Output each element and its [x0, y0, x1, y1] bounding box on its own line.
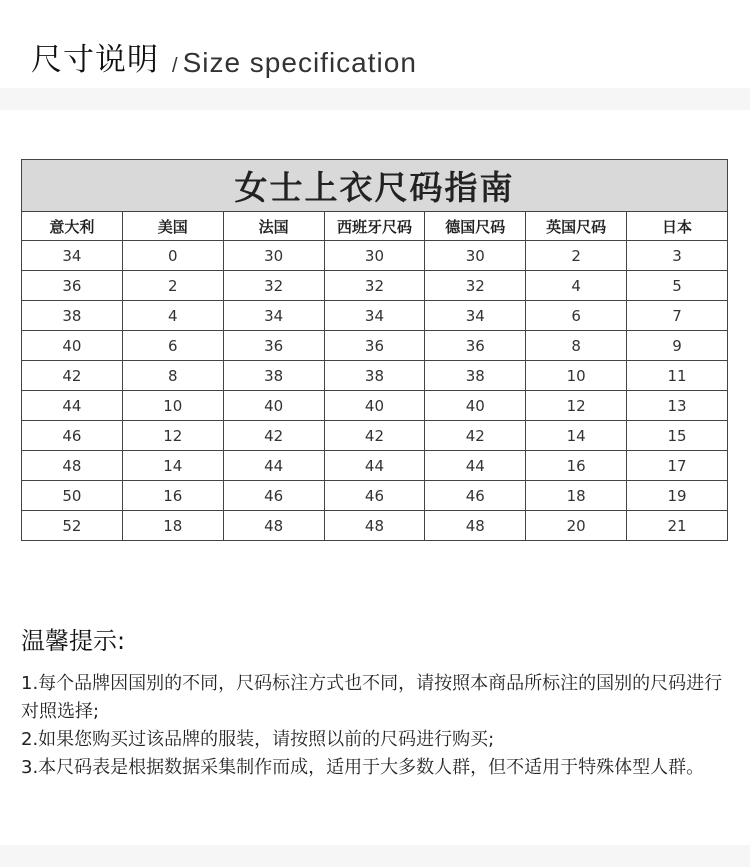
table-row [22, 481, 728, 511]
column-header: 意大利 [22, 212, 123, 241]
table-row [22, 331, 728, 361]
column-header: 英国尺码 [526, 212, 627, 241]
table-cell: 10 [526, 361, 627, 391]
table-cell: 16 [526, 451, 627, 481]
table-cell: 44 [223, 451, 324, 481]
table-cell: 38 [324, 361, 425, 391]
table-cell: 40 [223, 391, 324, 421]
table-cell: 40 [22, 331, 123, 361]
table-row [22, 361, 728, 391]
table-cell: 46 [425, 481, 526, 511]
table-cell: 48 [425, 511, 526, 541]
table-cell: 46 [223, 481, 324, 511]
table-cell: 15 [627, 421, 728, 451]
table-cell: 14 [526, 421, 627, 451]
table-cell: 18 [526, 481, 627, 511]
table-cell: 46 [22, 421, 123, 451]
size-chart-table [21, 159, 728, 541]
table-cell: 36 [22, 271, 123, 301]
table-cell: 8 [526, 331, 627, 361]
note-item: 3.本尺码表是根据数据采集制作而成，适用于大多数人群，但不适用于特殊体型人群。 [21, 757, 705, 778]
notes-title: 温馨提示: [21, 627, 126, 655]
table-cell: 2 [122, 271, 223, 301]
table-row [22, 391, 728, 421]
table-cell: 8 [122, 361, 223, 391]
table-cell: 48 [223, 511, 324, 541]
table-row [22, 301, 728, 331]
table-cell: 36 [223, 331, 324, 361]
table-cell: 4 [122, 301, 223, 331]
table-cell: 2 [526, 241, 627, 271]
table-cell: 44 [22, 391, 123, 421]
table-row [22, 421, 728, 451]
table-cell: 12 [526, 391, 627, 421]
table-cell: 10 [122, 391, 223, 421]
size-chart-body [22, 241, 728, 541]
table-cell: 6 [526, 301, 627, 331]
table-cell: 38 [425, 361, 526, 391]
footer-band [0, 845, 750, 867]
table-cell: 17 [627, 451, 728, 481]
table-cell: 34 [22, 241, 123, 271]
page-header [0, 0, 750, 88]
page-subtitle-text: Size specification [182, 47, 417, 78]
table-cell: 32 [223, 271, 324, 301]
table-cell: 48 [324, 511, 425, 541]
table-cell: 30 [324, 241, 425, 271]
table-cell: 42 [425, 421, 526, 451]
table-cell: 38 [223, 361, 324, 391]
table-cell: 38 [22, 301, 123, 331]
table-cell: 14 [122, 451, 223, 481]
table-cell: 36 [425, 331, 526, 361]
table-cell: 4 [526, 271, 627, 301]
column-header: 德国尺码 [425, 212, 526, 241]
table-cell: 50 [22, 481, 123, 511]
notes-list [21, 670, 733, 782]
table-cell: 44 [324, 451, 425, 481]
table-cell: 30 [223, 241, 324, 271]
table-cell: 12 [122, 421, 223, 451]
table-cell: 16 [122, 481, 223, 511]
table-cell: 11 [627, 361, 728, 391]
table-cell: 0 [122, 241, 223, 271]
table-cell: 19 [627, 481, 728, 511]
table-cell: 30 [425, 241, 526, 271]
column-header: 法国 [223, 212, 324, 241]
table-cell: 40 [324, 391, 425, 421]
page-title: 尺寸说明 [31, 42, 159, 78]
table-cell: 42 [324, 421, 425, 451]
table-cell: 52 [22, 511, 123, 541]
table-row [22, 451, 728, 481]
table-row [22, 241, 728, 271]
column-header: 日本 [627, 212, 728, 241]
header-divider-band [0, 88, 750, 110]
table-cell: 20 [526, 511, 627, 541]
table-cell: 7 [627, 301, 728, 331]
table-row [22, 511, 728, 541]
table-cell: 34 [223, 301, 324, 331]
table-cell: 9 [627, 331, 728, 361]
table-cell: 21 [627, 511, 728, 541]
table-cell: 34 [425, 301, 526, 331]
title-separator: / [172, 55, 179, 77]
table-cell: 40 [425, 391, 526, 421]
size-chart-column-headers [22, 212, 728, 241]
table-cell: 46 [324, 481, 425, 511]
table-cell: 36 [324, 331, 425, 361]
table-cell: 6 [122, 331, 223, 361]
column-header: 西班牙尺码 [324, 212, 425, 241]
table-cell: 42 [223, 421, 324, 451]
table-cell: 13 [627, 391, 728, 421]
table-cell: 34 [324, 301, 425, 331]
table-cell: 18 [122, 511, 223, 541]
table-cell: 44 [425, 451, 526, 481]
page-subtitle [172, 46, 417, 83]
note-item: 2.如果您购买过该品牌的服装，请按照以前的尺码进行购买; [21, 729, 495, 750]
column-header: 美国 [122, 212, 223, 241]
note-item: 1.每个品牌因国别的不同，尺码标注方式也不同，请按照本商品所标注的国别的尺码进行对照选择; [21, 673, 723, 722]
table-cell: 42 [22, 361, 123, 391]
table-cell: 48 [22, 451, 123, 481]
size-chart-caption: 女士上衣尺码指南 [22, 160, 728, 212]
table-cell: 3 [627, 241, 728, 271]
table-cell: 5 [627, 271, 728, 301]
table-cell: 32 [324, 271, 425, 301]
table-row [22, 271, 728, 301]
table-cell: 32 [425, 271, 526, 301]
